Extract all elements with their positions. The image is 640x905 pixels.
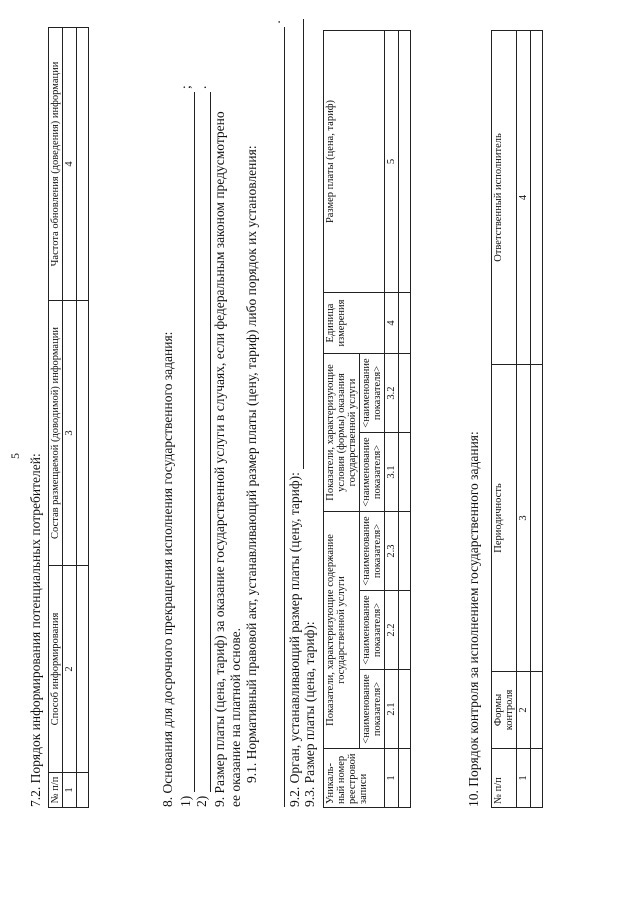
blank-line — [287, 19, 304, 469]
col-number: 3.2 — [385, 354, 399, 433]
item-end: . — [194, 85, 209, 89]
col-header-indicator: <наименование показателя> — [360, 354, 385, 433]
section-8-item-2 — [194, 7, 211, 807]
section-7-2-title: 7.2. Порядок информирования потенциальных потребителей: — [28, 453, 43, 807]
col-header-frequency: Частота обновления (доведения) информации — [49, 28, 63, 301]
table-number-row — [63, 28, 77, 808]
col-number: 4 — [517, 31, 531, 365]
col-header-indicator: <наименование показателя> — [360, 591, 385, 670]
col-header-method: Способ информирования — [49, 566, 63, 773]
section-9-3: 9.3. Размер платы (цена, тариф): — [302, 621, 317, 807]
col-header-indicator: <наименование показателя> — [360, 670, 385, 749]
section-8-item-1 — [178, 7, 195, 807]
col-number: 2.2 — [385, 591, 399, 670]
table-row — [77, 28, 89, 808]
section-9-line-2: ее оказание на платной основе. — [228, 628, 243, 807]
table-number-row — [385, 31, 399, 808]
page-number: 5 — [8, 453, 22, 459]
table-row — [531, 31, 543, 808]
item-end: ; — [178, 85, 193, 89]
col-header-periodicity: Периодичность — [492, 365, 517, 672]
col-header-forms: Формы контроля — [492, 672, 517, 749]
item-end: . — [268, 20, 283, 24]
section-9-1: 9.1. Нормативный правовой акт, устанавливающий размер платы (цену, тариф) либо порядок их установления: — [244, 145, 259, 783]
section-9-2-label: 9.2. Орган, устанавливающий размер платы (цену, тариф): — [287, 472, 302, 807]
col-header-content: Состав размещаемой (доводимой) информации — [49, 301, 63, 566]
table-row — [399, 31, 411, 808]
col-header-responsible: Ответственный исполнитель — [492, 31, 517, 365]
col-header-conditions: Показатели, характеризующие условия (формы) оказания государственной услуги — [324, 354, 360, 512]
col-number: 3 — [517, 365, 531, 672]
col-number: 1 — [385, 749, 399, 808]
informing-table — [48, 27, 89, 808]
col-number: 4 — [385, 293, 399, 354]
col-number: 1 — [63, 773, 77, 808]
table-header-row — [324, 31, 360, 808]
section-8-title: 8. Основания для досрочного прекращения исполнения государственного задания: — [160, 331, 175, 807]
table-number-row — [517, 31, 531, 808]
col-number: 4 — [63, 28, 77, 301]
col-header-price: Размер платы (цена, тариф) — [324, 31, 385, 293]
col-header-content: Показатели, характеризующие содержание государственной услуги — [324, 512, 360, 749]
control-table — [491, 30, 543, 808]
col-number: 1 — [517, 749, 531, 808]
col-header-unique: Уникаль- ный номер реестровой записи — [324, 749, 385, 808]
col-header-number: № п/п — [492, 749, 517, 808]
col-header-indicator: <наименование показателя> — [360, 512, 385, 591]
col-number: 2 — [517, 672, 531, 749]
col-number: 2.1 — [385, 670, 399, 749]
item-number: 2) — [194, 795, 209, 807]
col-header-indicator: <наименование показателя> — [360, 433, 385, 512]
section-9-1-answer — [268, 7, 285, 807]
item-number: 1) — [178, 795, 193, 807]
table-header-row — [49, 28, 63, 808]
col-number: 2.3 — [385, 512, 399, 591]
col-number: 3 — [63, 301, 77, 566]
col-number: 3.1 — [385, 433, 399, 512]
col-number: 2 — [63, 566, 77, 773]
blank-line — [268, 27, 285, 807]
blank-line — [178, 92, 195, 792]
col-number: 5 — [385, 31, 399, 293]
blank-line — [194, 92, 211, 792]
section-10-title: 10. Порядок контроля за исполнением государственного задания: — [466, 431, 481, 807]
col-header-unit: Единица измерения — [324, 293, 385, 354]
table-header-row — [492, 31, 517, 808]
price-table — [323, 30, 411, 808]
col-header-number: № п/п — [49, 773, 63, 808]
section-9-line-1: 9. Размер платы (цена, тариф) за оказание государственной услуги в случаях, если федеральным законом предусмотрено — [212, 111, 227, 807]
